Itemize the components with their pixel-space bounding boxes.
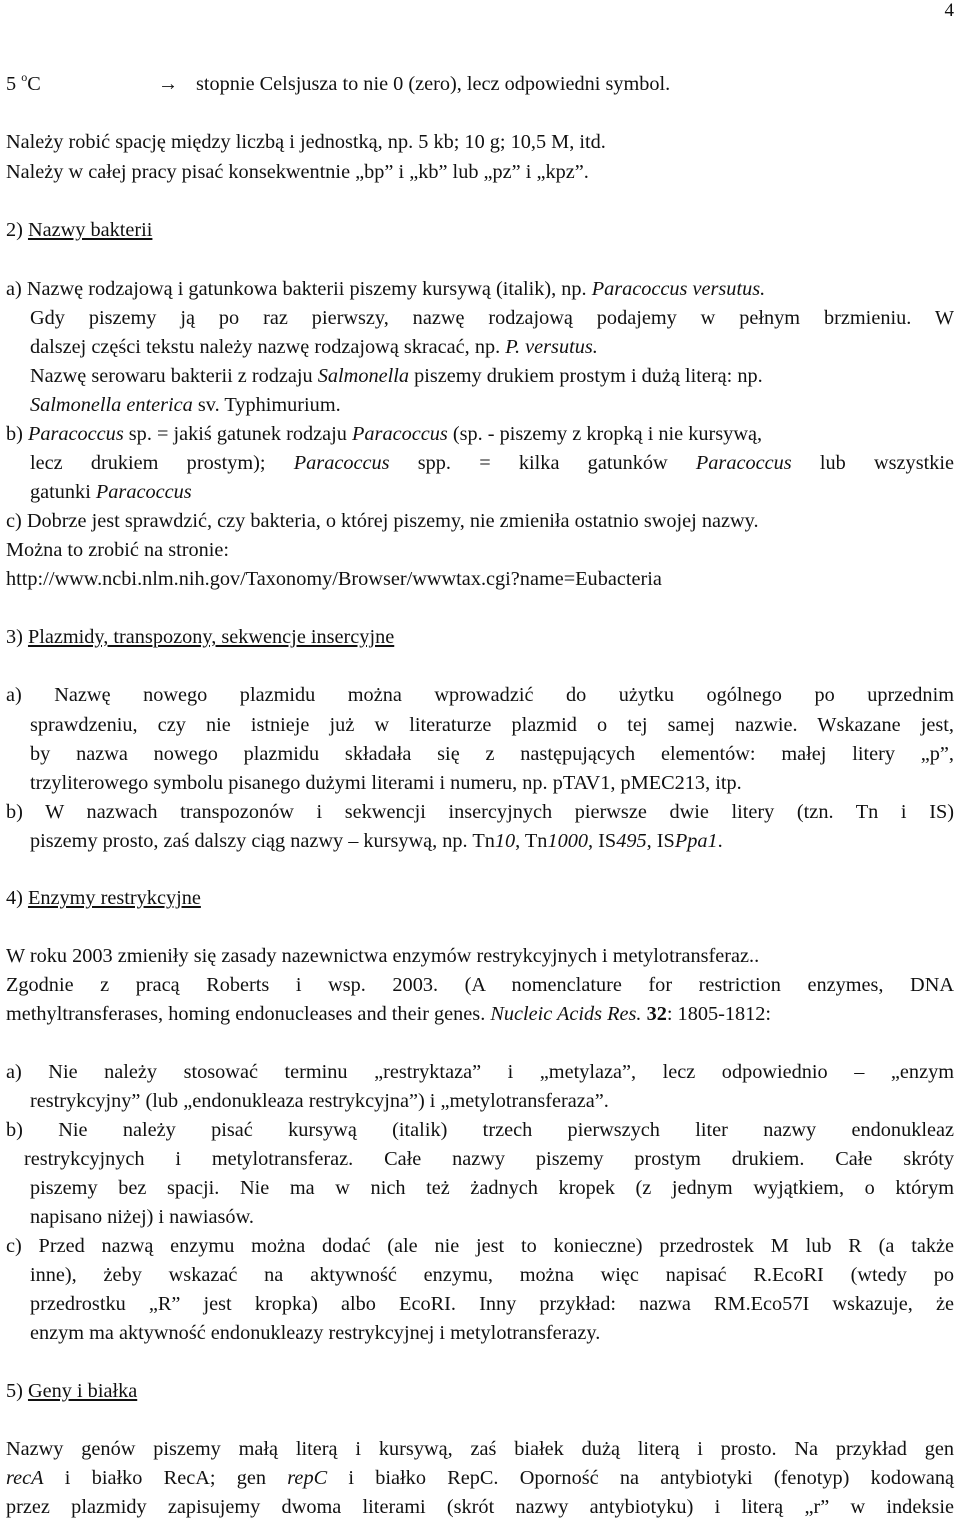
s4-c-line-2: inne), żeby wskazać na aktywność enzymu, można więc napisać R.EcoRI (wtedy po bbox=[30, 1264, 954, 1286]
s3-b-line-1: b) W nazwach transpozonów i sekwencji insercyjnych pierwsze dwie litery (tzn. Tn i IS) bbox=[6, 801, 954, 823]
s3-a-line-4: trzyliterowego symbolu pisanego dużymi literami i numeru, np. pTAV1, pMEC213, itp. bbox=[30, 772, 742, 794]
s4-b-line-4: napisano niżej) i nawiasów. bbox=[30, 1206, 254, 1228]
s2-a-line-1: a) Nazwę rodzajową i gatunkowa bakterii piszemy kursywą (italik), np. Paracoccus versutus. bbox=[6, 278, 766, 300]
celsius-text: stopnie Celsjusza to nie 0 (zero), lecz odpowiedni symbol. bbox=[196, 73, 671, 95]
s5-p-line-1: Nazwy genów piszemy małą literą i kursywą, zaś białek dużą literą i prosto. Na przykład gen bbox=[6, 1438, 954, 1460]
section-2-heading: 2) Nazwy bakterii bbox=[6, 219, 153, 241]
s4-c-line-1: c) Przed nazwą enzymu można dodać (ale nie jest to konieczne) przedrostek M lub R (a także bbox=[6, 1235, 954, 1257]
s2-b-line-2: lecz drukiem prostym); Paracoccus spp. = kilka gatunków Paracoccus lub wszystkie bbox=[30, 452, 954, 474]
temp-value: 5 bbox=[6, 73, 22, 95]
s2-c-line-1: c) Dobrze jest sprawdzić, czy bakteria, o której piszemy, nie zmieniła ostatnio swojej nazwy. bbox=[6, 510, 759, 532]
s4-p-line-2: Zgodnie z pracą Roberts i wsp. 2003. (A nomenclature for restriction enzymes, DNA bbox=[6, 974, 954, 996]
s4-b-line-1: b) Nie należy pisać kursywą (italik) trzech pierwszych liter nazwy endonukleaz bbox=[6, 1119, 954, 1141]
units-line-2: Należy w całej pracy pisać konsekwentnie „bp” i „kb” lub „pz” i „kpz”. bbox=[6, 161, 589, 183]
s2-a-line-3: dalszej części tekstu należy nazwę rodzajową skracać, np. P. versutus. bbox=[30, 336, 598, 358]
section-3-heading: 3) Plazmidy, transpozony, sekwencje insercyjne bbox=[6, 626, 395, 648]
s2-a-line-4: Nazwę serowaru bakterii z rodzaju Salmonella piszemy drukiem prostym i dużą literą: np. bbox=[30, 365, 763, 387]
celsius-unit: C bbox=[27, 73, 41, 95]
s2-c-line-2: Można to zrobić na stronie: bbox=[6, 539, 230, 561]
degree-symbol: o bbox=[21, 70, 28, 84]
s3-a-line-3: by nazwa nowego plazmidu składała się z następujących elementów: małej litery „p”, bbox=[30, 743, 954, 765]
s4-a-line-2: restrykcyjny” (lub „endonukleaza restrykcyjna”) i „metylotransferaza”. bbox=[30, 1090, 609, 1112]
s2-a-line-2: Gdy piszemy ją po raz pierwszy, nazwę rodzajową podajemy w pełnym brzmieniu. W bbox=[30, 307, 954, 329]
s3-a-line-2: sprawdzeniu, czy nie istnieje już w literaturze plazmid o tej samej nazwie. Wskazane jest, bbox=[30, 714, 954, 736]
section-4-heading: 4) Enzymy restrykcyjne bbox=[6, 887, 201, 909]
s2-b-line-1: b) Paracoccus sp. = jakiś gatunek rodzaju Paracoccus (sp. - piszemy z kropką i nie kursywą, bbox=[6, 423, 763, 445]
s3-b-line-2: piszemy prosto, zaś dalszy ciąg nazwy – kursywą, np. Tn10, Tn1000, IS495, ISPpa1. bbox=[30, 830, 723, 852]
celsius-line bbox=[6, 70, 671, 96]
s4-c-line-3: przedrostku „R” jest kropka) albo EcoRI. Inny przykład: nazwa RM.Eco57I wskazuje, że bbox=[30, 1293, 954, 1315]
arrow-icon: → bbox=[158, 73, 179, 95]
s4-c-line-4: enzym ma aktywność endonukleazy restrykcyjnej i metylotransferazy. bbox=[30, 1322, 601, 1344]
s5-p-line-3: przez plazmidy zapisujemy dwoma literami (skrót nazwy antybiotyku) i literą „r” w indeksie bbox=[6, 1496, 954, 1518]
s4-a-line-1: a) Nie należy stosować terminu „restryktaza” i „metylaza”, lecz odpowiednio – „enzym bbox=[6, 1061, 954, 1083]
section-5-heading: 5) Geny i białka bbox=[6, 1380, 138, 1402]
s4-p-line-3: methyltransferases, homing endonucleases and their genes. Nucleic Acids Res. 32: 1805-1812: bbox=[6, 1003, 772, 1025]
s4-b-line-3: piszemy bez spacji. Nie ma w nich też żadnych kropek (z jednym wyjątkiem, o którym bbox=[30, 1177, 954, 1199]
s2-a-line-5: Salmonella enterica sv. Typhimurium. bbox=[30, 394, 341, 416]
page-number: 4 bbox=[944, 0, 954, 21]
s5-p-line-2: recA i białko RecA; gen repC i białko RepC. Oporność na antybiotyki (fenotyp) kodowaną bbox=[6, 1467, 955, 1489]
taxonomy-url: http://www.ncbi.nlm.nih.gov/Taxonomy/Browser/wwwtax.cgi?name=Eubacteria bbox=[6, 568, 662, 590]
units-line-1: Należy robić spację między liczbą i jednostką, np. 5 kb; 10 g; 10,5 M, itd. bbox=[6, 131, 606, 153]
s4-b-line-2: restrykcyjnych i metylotransferaz. Całe nazwy piszemy prostym drukiem. Całe skróty bbox=[24, 1148, 954, 1170]
s2-b-line-3: gatunki Paracoccus bbox=[30, 481, 192, 503]
s4-p-line-1: W roku 2003 zmieniły się zasady nazewnictwa enzymów restrykcyjnych i metylotransferaz.. bbox=[6, 945, 760, 967]
s3-a-line-1: a) Nazwę nowego plazmidu można wprowadzić do użytku ogólnego po uprzednim bbox=[6, 684, 954, 706]
